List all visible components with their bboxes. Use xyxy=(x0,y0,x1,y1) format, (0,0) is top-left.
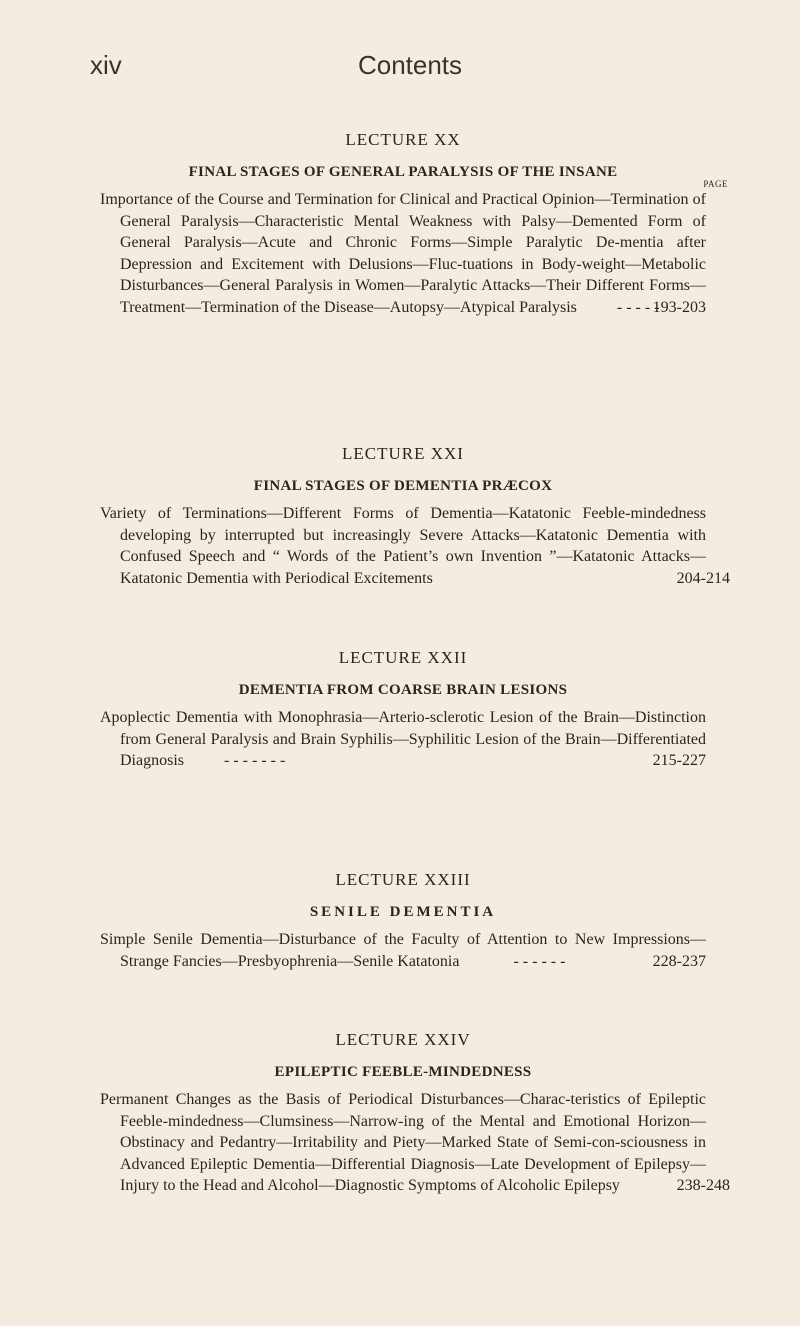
lecture-number: LECTURE XXII xyxy=(338,648,468,667)
summary-text: Simple Senile Dementia—Disturbance of the Faculty of Attention to New Impressions—Strange Fancies—Presbyophrenia—Senile Katatonia xyxy=(100,931,706,970)
lecture-title: EPILEPTIC FEEBLE-MINDEDNESS xyxy=(274,1064,532,1080)
leader-dashes: - - - - - - xyxy=(513,952,566,970)
lecture-summary xyxy=(100,503,730,589)
lecture-xxiii xyxy=(100,870,706,972)
lecture-xxii xyxy=(100,648,706,772)
lecture-summary xyxy=(100,1089,730,1197)
lecture-title: SENILE DEMENTIA xyxy=(309,904,497,920)
page-title: Contents xyxy=(357,50,463,80)
lecture-xx xyxy=(100,130,728,319)
lecture-xxiv xyxy=(100,1030,730,1197)
lecture-xxi xyxy=(100,444,730,589)
leader-dashes: - - - - - xyxy=(616,298,660,316)
page-column-label: PAGE xyxy=(703,179,728,189)
lecture-title: FINAL STAGES OF DEMENTIA PRÆCOX xyxy=(253,478,553,494)
lecture-number: LECTURE XXIII xyxy=(335,870,471,889)
page-number: xiv xyxy=(90,50,122,80)
lecture-number: LECTURE XX xyxy=(345,130,461,149)
leader-dashes: - - - - - - - xyxy=(224,752,286,770)
lecture-title: FINAL STAGES OF GENERAL PARALYSIS OF THE INSANE xyxy=(188,164,618,180)
lecture-summary xyxy=(100,189,706,319)
summary-text: Permanent Changes as the Basis of Periodical Disturbances—Charac-teristics of Epileptic Feeble-mindedness—Clumsiness—Narrow-ing of the Mental and Emotional Horizon—Obstinacy and Pedantry—Irritability and Piety—Marked State of Semi-con-sciousness in Advanced Epileptic Dementia—Differential Diagnosis—Late Development of Epilepsy—Injury to the Head and Alcohol—Diagnostic Symptoms of Alcoholic Epilepsy xyxy=(100,1091,706,1195)
page-range: 238-248 xyxy=(676,1177,730,1195)
summary-text: Variety of Terminations—Different Forms of Dementia—Katatonic Feeble-mindedness developing by interrupted but increasingly Severe Attacks—Katatonic Dementia with Confused Speech and “ Words of the Patient’s own Invention ”—Katatonic Attacks—Katatonic Dementia with Periodical Excitements xyxy=(100,505,706,587)
lecture-summary xyxy=(100,707,706,772)
page-header xyxy=(50,50,770,100)
lecture-number: LECTURE XXI xyxy=(342,444,464,463)
page-range: 228-237 xyxy=(652,952,706,970)
lecture-title: DEMENTIA FROM COARSE BRAIN LESIONS xyxy=(238,682,568,698)
summary-text: Apoplectic Dementia with Monophrasia—Arterio-sclerotic Lesion of the Brain—Distinction from General Paralysis and Brain Syphilis—Syphilitic Lesion of the Brain—Differentiated Diagnosis xyxy=(100,709,706,770)
page-range: 193-203 xyxy=(652,298,706,316)
page-range: 204-214 xyxy=(676,569,730,587)
summary-text: Importance of the Course and Termination for Clinical and Practical Opinion—Termination of General Paralysis—Characteristic Mental Weakness with Palsy—Demented Form of General Paralysis—Acute and Chronic Forms—Simple Paralytic De-mentia after Depression and Excitement with Delusions—Fluc-tuations in Body-weight—Metabolic Disturbances—General Paralysis in Women—Paralytic Attacks—Their Different Forms—Treatment—Termination of the Disease—Autopsy—Atypical Paralysis xyxy=(100,191,706,316)
lecture-number: LECTURE XXIV xyxy=(335,1030,471,1049)
lecture-summary xyxy=(100,929,706,972)
page-range: 215-227 xyxy=(652,752,706,770)
